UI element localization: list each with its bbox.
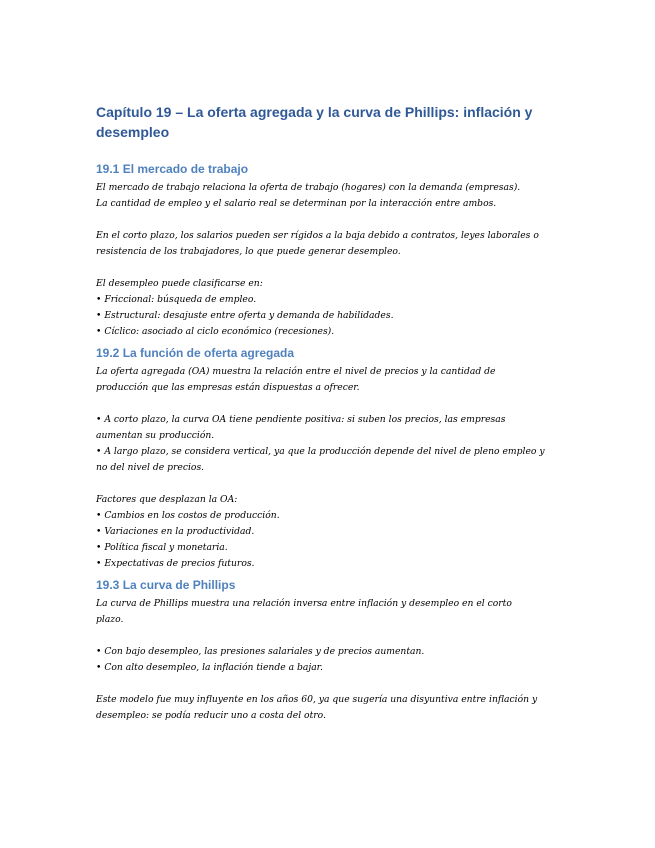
text-line: La oferta agregada (OA) muestra la relación entre el nivel de precios y la cantidad de (96, 366, 496, 377)
paragraph-gap (96, 676, 562, 692)
text-line: producción que las empresas están dispuestas a ofrecer. (96, 382, 360, 393)
section-heading: 19.2 La función de oferta agregada (96, 346, 295, 360)
section-1 (96, 161, 562, 340)
text-line: • Expectativas de precios futuros. (96, 558, 255, 569)
text-line: En el corto plazo, los salarios pueden ser rígidos a la baja debido a contratos, leyes laborales o (96, 230, 539, 241)
text-line: • Cambios en los costos de producción. (96, 510, 280, 521)
section-heading: 19.1 El mercado de trabajo (96, 162, 249, 176)
text-line: plazo. (96, 614, 124, 625)
section-heading: 19.3 La curva de Phillips (96, 578, 236, 592)
text-line: • Variaciones en la productividad. (96, 526, 255, 537)
text-line: La curva de Phillips muestra una relación inversa entre inflación y desempleo en el corto (96, 598, 512, 609)
section-body (96, 364, 562, 572)
text-line: • A corto plazo, la curva OA tiene pendiente positiva: si suben los precios, las empresas (96, 414, 506, 425)
paragraph-gap (96, 212, 562, 228)
text-line: Factores que desplazan la OA: (96, 494, 238, 505)
section-3 (96, 577, 562, 724)
text-line: • Friccional: búsqueda de empleo. (96, 294, 257, 305)
chapter-title (96, 102, 562, 142)
text-line: • Estructural: desajuste entre oferta y demanda de habilidades. (96, 310, 394, 321)
text-line: no del nivel de precios. (96, 462, 205, 473)
chapter-title-line: desempleo (96, 124, 170, 140)
paragraph-gap (96, 396, 562, 412)
paragraph-gap (96, 476, 562, 492)
text-line: • Política fiscal y monetaria. (96, 542, 228, 553)
text-line: La cantidad de empleo y el salario real se determinan por la interacción entre ambos. (96, 198, 497, 209)
section-body (96, 596, 562, 724)
text-line: aumentan su producción. (96, 430, 215, 441)
text-line: • Con bajo desempleo, las presiones salariales y de precios aumentan. (96, 646, 425, 657)
text-line: resistencia de los trabajadores, lo que puede generar desempleo. (96, 246, 401, 257)
text-line: desempleo: se podía reducir uno a costa del otro. (96, 710, 326, 721)
sections-container (96, 161, 562, 724)
section-body (96, 180, 562, 340)
text-line: El desempleo puede clasificarse en: (96, 278, 263, 289)
text-line: El mercado de trabajo relaciona la oferta de trabajo (hogares) con la demanda (empresas). (96, 182, 521, 193)
chapter-title-line: Capítulo 19 – La oferta agregada y la curva de Phillips: inflación y (96, 104, 533, 120)
text-line: Este modelo fue muy influyente en los años 60, ya que sugería una disyuntiva entre inflación y (96, 694, 538, 705)
text-line: • Con alto desempleo, la inflación tiende a bajar. (96, 662, 323, 673)
section-2 (96, 345, 562, 572)
paragraph-gap (96, 260, 562, 276)
document-page (96, 102, 562, 729)
text-line: • Cíclico: asociado al ciclo económico (recesiones). (96, 326, 335, 337)
paragraph-gap (96, 628, 562, 644)
text-line: • A largo plazo, se considera vertical, ya que la producción depende del nivel de pleno empleo y (96, 446, 545, 457)
